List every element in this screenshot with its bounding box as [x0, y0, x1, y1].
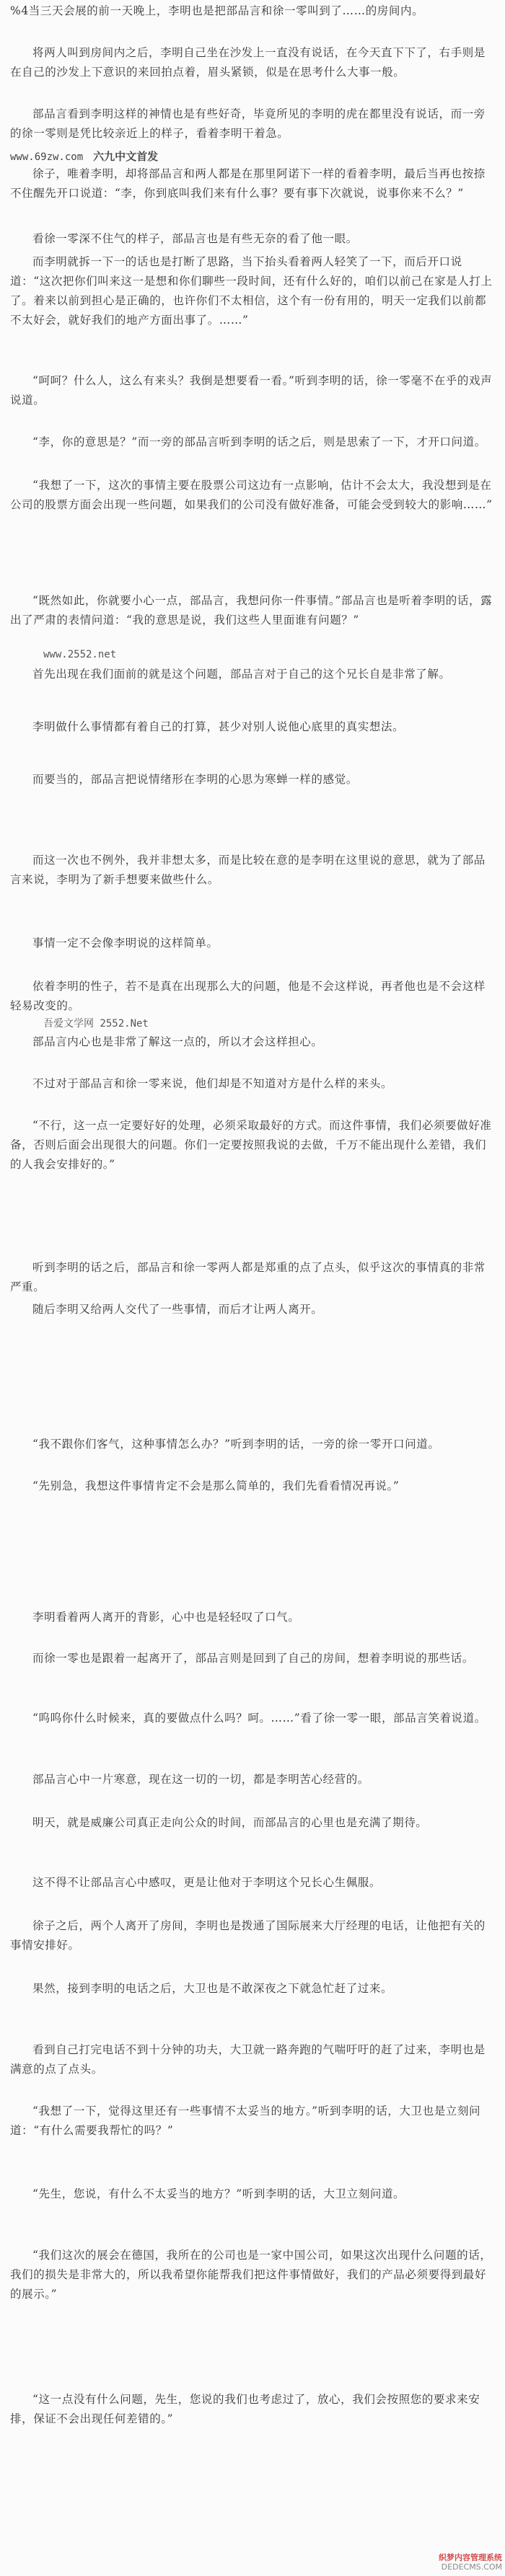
paragraph: 部品言心中一片寒意，现在这一切的一切，都是李明苦心经营的。 — [32, 1773, 369, 1786]
paragraph: “李，你的意思是？”而一旁的部品言听到李明的话之后，则是思索了一下，才开口问道。 — [32, 435, 486, 448]
paragraph: “先别急，我想这件事情肯定不会是那么简单的，我们先看看情况再说。” — [32, 1479, 400, 1492]
paragraph: 依着李明的性子，若不是真在出现那么大的问题，他是不会这样说，再者他也是不会这样轻易改变的。 — [10, 980, 486, 1012]
paragraph: 听到李明的话之后，部品言和徐一零两人都是郑重的点了点头，似乎这次的事情真的非常严重。 — [10, 1261, 486, 1293]
paragraph: “呜呜你什么时候来，真的要做点什么吗？呵。……”看了徐一零一眼，部品言笑着说道。 — [32, 1712, 486, 1725]
paragraph: 这不得不让部品言心中感叹，更是让他对于李明这个兄长心生佩服。 — [32, 1876, 382, 1889]
paragraph: 而徐一零也是跟着一起离开了，部品言则是回到了自己的房间，想着李明说的那些话。 — [32, 1652, 474, 1665]
site-name: 六九中文首发 — [93, 150, 159, 163]
paragraph: 而这一次也不例外，我并非想太多，而是比较在意的是李明在这里说的意思，就为了部品言来说，李明为了新手想要来做些什么。 — [10, 854, 486, 886]
paragraph: 事情一定不会像李明说的这样简单。 — [32, 937, 219, 950]
paragraph: 将两人叫到房间内之后，李明自己坐在沙发上一直没有说话，在今天直下下了，右手则是在自己的沙发上下意识的来回拍点着，眉头紧锁，似是在思考什么大事一般。 — [10, 46, 486, 79]
paragraph: “这一点没有什么问题，先生，您说的我们也考虑过了，放心，我们会按照您的要求来安排，保证不会出现任何差错的。” — [10, 2393, 480, 2425]
site-watermark-line: 吾爱文学网 2552.Net — [43, 1018, 149, 1030]
paragraph: “呵呵？什么人，这么有来头？我倒是想要看一看。”听到李明的话，徐一零毫不在乎的戏声说道。 — [10, 374, 493, 407]
site-url: www.69zw.com — [10, 151, 84, 163]
paragraph: “我想了一下，这次的事情主要在股票公司这边有一点影响，估计不会太大，我没想到是在公司的股票方面会出现一些问题，如果我们的公司没有做好准备，可能会受到较大的影响……” — [10, 479, 493, 511]
paragraph: 果然，接到李明的电话之后，大卫也是不敢深夜之下就急忙赶了过来。 — [32, 1982, 393, 1995]
paragraph: “我们这次的展会在德国，我所在的公司也是一家中国公司，如果这次出现什么问题的话，我们的损失是非常大的，所以我希望你能帮我们把这件事情做好，我们的产品必须要得到最好的展示。” — [10, 2249, 492, 2301]
paragraph: 不过对于部品言和徐一零来说，他们却是不知道对方是什么样的来头。 — [32, 1077, 393, 1090]
paragraph: 部品言内心也是非常了解这一点的，所以才会这样担心。 — [32, 1035, 323, 1048]
paragraph: “不行，这一点一定要好好的处理，必须采取最好的方式。而这件事情，我们必须要做好准备，否则后面会出现很大的问题。你们一定要按照我说的去做，千万不能出现什么差错，我们的人我会安排好的。” — [10, 1119, 492, 1171]
paragraph: 而李明就拆一下一的话也是打断了思路，当下抬头看着两人轻笑了一下，而后开口说道：“这次把你们叫来这一是想和你们聊些一段时间，还有什么好的，咱们以前己在家是人打上了。着来以前到担心是正确的，也许你们不太相信，这个有一份有用的，明天一定我们以前都不太好会，就好我们的地产方面出事了。……” — [10, 255, 493, 327]
watermark-domain: DEDECMS.COM — [441, 2562, 502, 2572]
paragraph: 首先出现在我们面前的就是这个问题，部品言对于自己的这个兄长自是非常了解。 — [32, 668, 451, 681]
paragraph: “既然如此，你就要小心一点，部品言，我想问你一件事情。”部品言也是听着李明的话，露出了严肃的表情问道：“我的意思是说，我们这些人里面谁有问题？” — [10, 594, 493, 627]
paragraph: 明天，就是威廉公司真正走向公众的时间，而部品言的心里也是充满了期待。 — [32, 1816, 428, 1829]
site-watermark-line: www.2552.net — [43, 649, 117, 660]
paragraph: 李明做什么事情都有着自己的打算，甚少对别人说他心底里的真实想法。 — [32, 720, 405, 733]
paragraph: 李明看着两人离开的背影，心中也是轻轻叹了口气。 — [32, 1611, 300, 1624]
paragraph: “我想了一下，觉得这里还有一些事情不太妥当的地方。”听到李明的话，大卫也是立刻问道：“有什么需要我帮忙的吗？” — [10, 2104, 481, 2137]
paragraph: 部品言看到李明这样的神情也是有些好奇，毕竟所见的李明的虎在都里没有说话，而一旁的徐一零则是凭比较亲近上的样子，看着李明干着急。 — [10, 107, 486, 140]
paragraph: 看到自己打完电话不到十分钟的功夫，大卫就一路奔跑的气喘吁吁的赶了过来，李明也是满意的点了点头。 — [10, 2043, 486, 2076]
paragraph: 随后李明又给两人交代了一些事情，而后才让两人离开。 — [32, 1303, 323, 1316]
site-watermark-logo — [439, 2553, 502, 2572]
site-watermark-line — [10, 149, 158, 164]
paragraph: 看徐一零深不住气的样子，部品言也是有些无奈的看了他一眼。 — [32, 232, 358, 245]
paragraph: 徐子，唯着李明，却将部品言和两人都是在那里阿诺下一样的看着李明，最后当再也按捺不住醒先开口说道：“李，你到底叫我们来有什么事？要有事下次就说，说事你来不么？” — [10, 167, 486, 200]
paragraph: 而要当的，部品言把说情绪形在李明的心思为寒蝉一样的感觉。 — [32, 773, 358, 786]
paragraph: “我不跟你们客气，这种事情怎么办？”听到李明的话，一旁的徐一零开口问道。 — [32, 1438, 440, 1451]
watermark-title: 织梦内容管理系统 — [439, 2553, 502, 2562]
paragraph: “先生，您说，有什么不太妥当的地方？”听到李明的话，大卫立刻问道。 — [32, 2187, 405, 2200]
paragraph: %4当三天会展的前一天晚上，李明也是把部品言和徐一零叫到了……的房间内。 — [10, 4, 424, 17]
paragraph: 徐子之后，两个人离开了房间，李明也是拨通了国际展来大厅经理的电话，让他把有关的事情安排好。 — [10, 1919, 486, 1952]
